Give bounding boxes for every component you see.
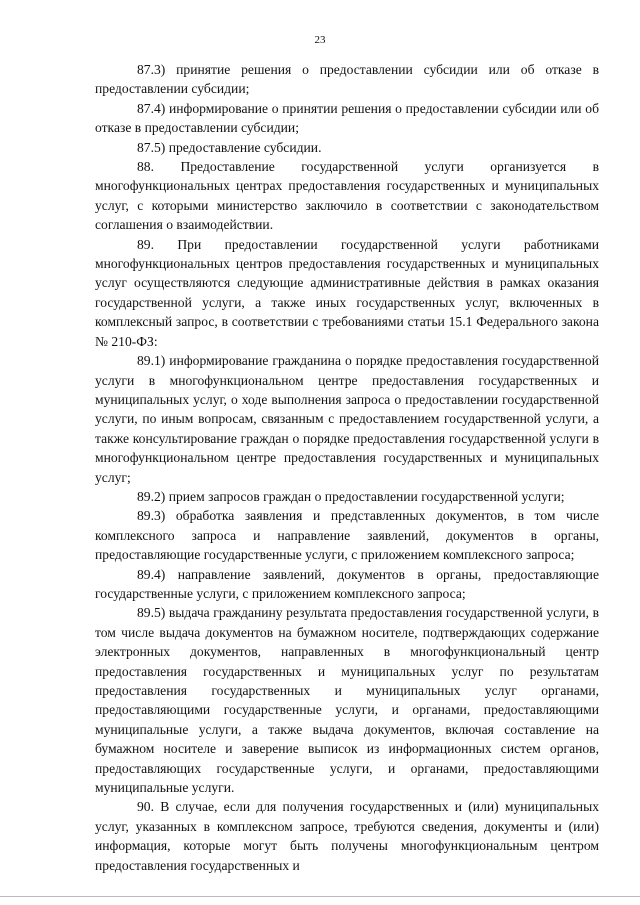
paragraph-87-4: 87.4) информирование о принятии решения о предоставлении субсидии или об отказе в предоставлении субсидии;	[95, 100, 599, 136]
paragraph-89-2: 89.2) прием запросов граждан о предоставлении государственной услуги;	[137, 488, 565, 504]
paragraph-89-3: 89.3) обработка заявления и представленных документов, в том числе комплексного запроса и направление заявлений, документов в органы, предоставляющие государственные услуги, с приложением комплексного запроса;	[95, 508, 599, 563]
paragraph-90: 90. В случае, если для получения государственных и (или) муниципальных услуг, указанных в комплексном запросе, требуются сведения, документы и (или) информация, которые могут быть получены многофункциональным центром предоставления государственных и	[95, 799, 599, 873]
paragraph-89: 89. При предоставлении государственной услуги работниками многофункциональных центров предоставления государственных и муниципальных услуг осуществляются следующие административные действия в рамках оказания государственной услуги, а также иных государственных услуг, включенных в комплексный запрос, в соответствии с требованиями статьи 15.1 Федерального закона № 210-ФЗ:	[95, 236, 599, 349]
page-bottom-divider	[0, 896, 640, 897]
paragraph-89-1: 89.1) информирование гражданина о порядке предоставления государственной услуги в многофункциональном центре предоставления государственных и муниципальных услуг, о ходе выполнения запроса о предоставлении государственной услуги, по иным вопросам, связанным с предоставлением государственной услуги, а также консультирование граждан о порядке предоставления государственной услуги в многофункциональном центре предоставления государственных и муниципальных услуг;	[95, 353, 599, 485]
page-number: 23	[314, 34, 326, 46]
paragraph-88: 88. Предоставление государственной услуги организуется в многофункциональных центрах предоставления государственных и муниципальных услуг, с которыми министерство заключило в соответствии с законодательством соглашения о взаимодействии.	[95, 159, 599, 233]
paragraph-89-4: 89.4) направление заявлений, документов в органы, предоставляющие государственные услуги, с приложением комплексного запроса;	[95, 566, 599, 601]
document-body	[95, 60, 599, 875]
paragraph-87-3: 87.3) принятие решения о предоставлении субсидии или об отказе в предоставлении субсидии;	[95, 62, 599, 97]
paragraph-87-5: 87.5) предоставление субсидии.	[137, 139, 322, 155]
paragraph-89-5: 89.5) выдача гражданину результата предоставления государственной услуги, в том числе выдача документов на бумажном носителе, подтверждающих содержание электронных документов, направленных в многофункциональный центр предоставления государственных и муниципальных услуг по результатам предоставления государственных и муниципальных услуг органами, предоставляющими государственные услуги, и органами, предоставляющими муниципальные услуги, а также выдача документов, включая составление на бумажном носителе и заверение выписок из информационных систем органов, предоставляющих государственные услуги, и органами, предоставляющими муниципальные услуги.	[95, 605, 599, 796]
